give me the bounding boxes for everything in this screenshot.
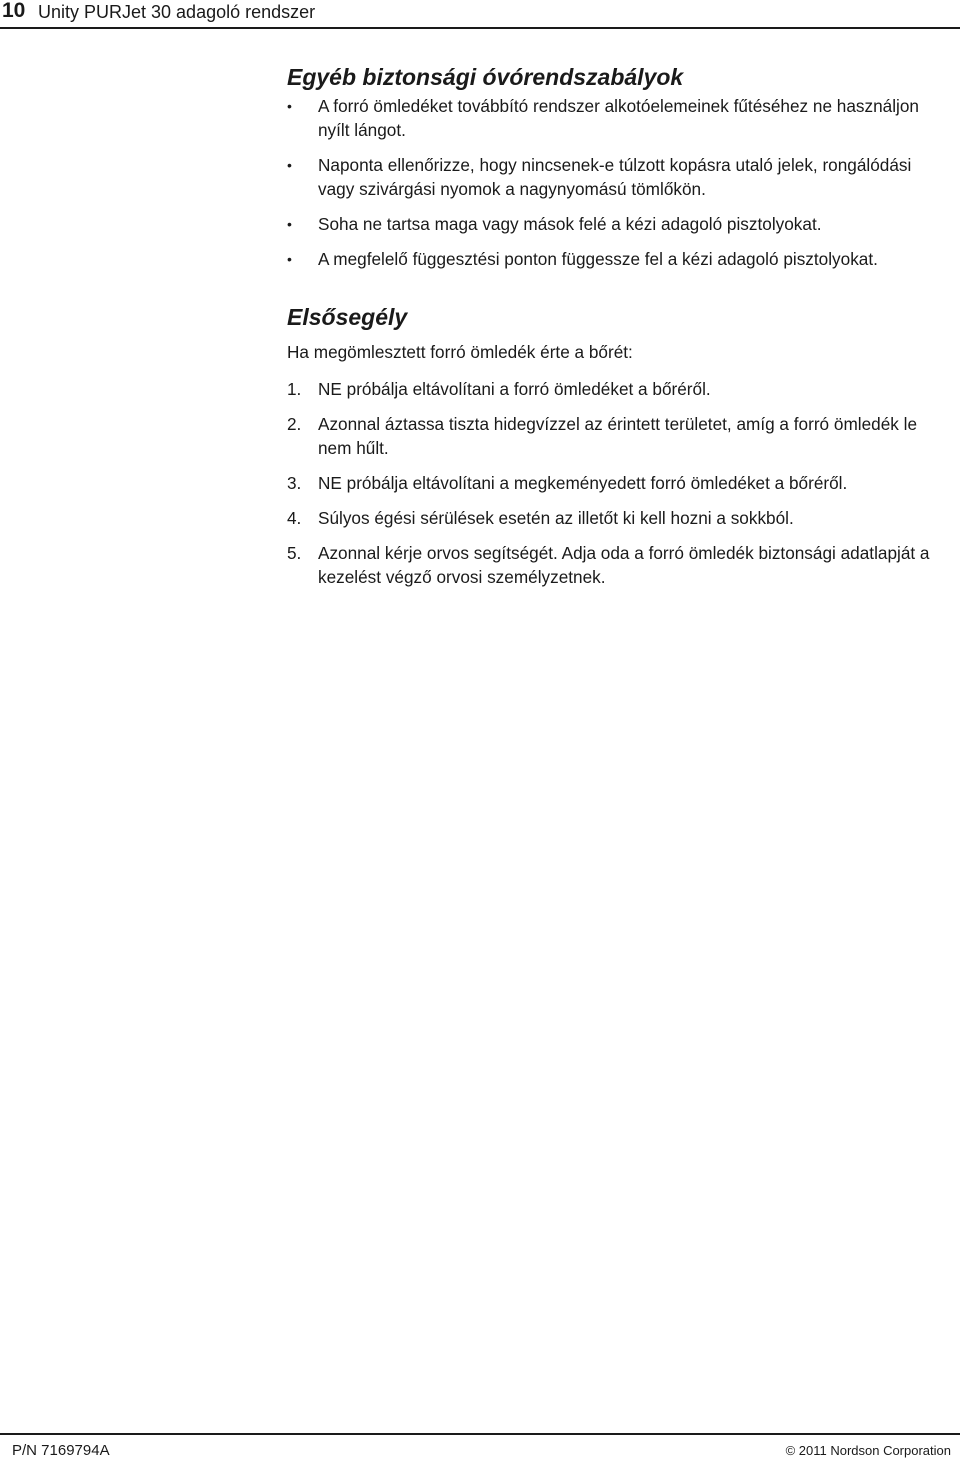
step-item [287, 377, 937, 401]
list-item-text: A forró ömledéket továbbító rendszer alkotóelemeinek fűtéséhez ne használjon nyílt lángot. [318, 96, 919, 140]
step-item [287, 471, 937, 495]
first-aid-steps [287, 377, 937, 589]
step-number: 2. [287, 414, 302, 434]
page-number: 10 [2, 0, 26, 22]
step-number: 5. [287, 543, 302, 563]
first-aid-intro: Ha megömlesztett forró ömledék érte a bőrét: [287, 342, 633, 362]
step-item [287, 506, 937, 530]
bullet-icon: • [287, 251, 292, 267]
step-text: NE próbálja eltávolítani a megkeményedett forró ömledéket a bőréről. [318, 473, 848, 493]
step-text: Azonnal áztassa tiszta hidegvízzel az érintett területet, amíg a forró ömledék le nem hűlt. [318, 414, 918, 458]
copyright-notice: © 2011 Nordson Corporation [785, 1443, 951, 1458]
step-text: Súlyos égési sérülések esetén az illetőt ki kell hozni a sokkból. [318, 508, 794, 528]
list-item-text: Naponta ellenőrizze, hogy nincsenek-e túlzott kopásra utaló jelek, rongálódási vagy szivárgási nyomok a nagynyomású tömlőkön. [318, 155, 912, 199]
footer-divider [0, 1433, 960, 1435]
first-aid-heading: Elsősegély [287, 304, 408, 330]
step-number: 4. [287, 508, 302, 528]
document-title: Unity PURJet 30 adagoló rendszer [38, 2, 316, 22]
list-item [287, 153, 937, 201]
main-content [287, 62, 937, 600]
list-item [287, 94, 937, 142]
safety-bullet-list [287, 94, 937, 271]
list-item [287, 212, 937, 236]
bullet-icon: • [287, 98, 292, 114]
header-divider [0, 27, 960, 29]
list-item-text: A megfelelő függesztési ponton függessze fel a kézi adagoló pisztolyokat. [318, 249, 878, 269]
step-item [287, 412, 937, 460]
step-number: 1. [287, 379, 302, 399]
bullet-icon: • [287, 157, 292, 173]
step-item [287, 541, 937, 589]
step-text: NE próbálja eltávolítani a forró ömledéket a bőréről. [318, 379, 711, 399]
step-text: Azonnal kérje orvos segítségét. Adja oda a forró ömledék biztonsági adatlapját a kezelést végző orvosi személyzetnek. [318, 543, 930, 587]
safety-heading: Egyéb biztonsági óvórendszabályok [287, 64, 684, 90]
list-item [287, 247, 937, 271]
step-number: 3. [287, 473, 302, 493]
list-item-text: Soha ne tartsa maga vagy mások felé a kézi adagoló pisztolyokat. [318, 214, 822, 234]
bullet-icon: • [287, 216, 292, 232]
page-header [0, 0, 960, 26]
part-number: P/N 7169794A [12, 1442, 110, 1459]
